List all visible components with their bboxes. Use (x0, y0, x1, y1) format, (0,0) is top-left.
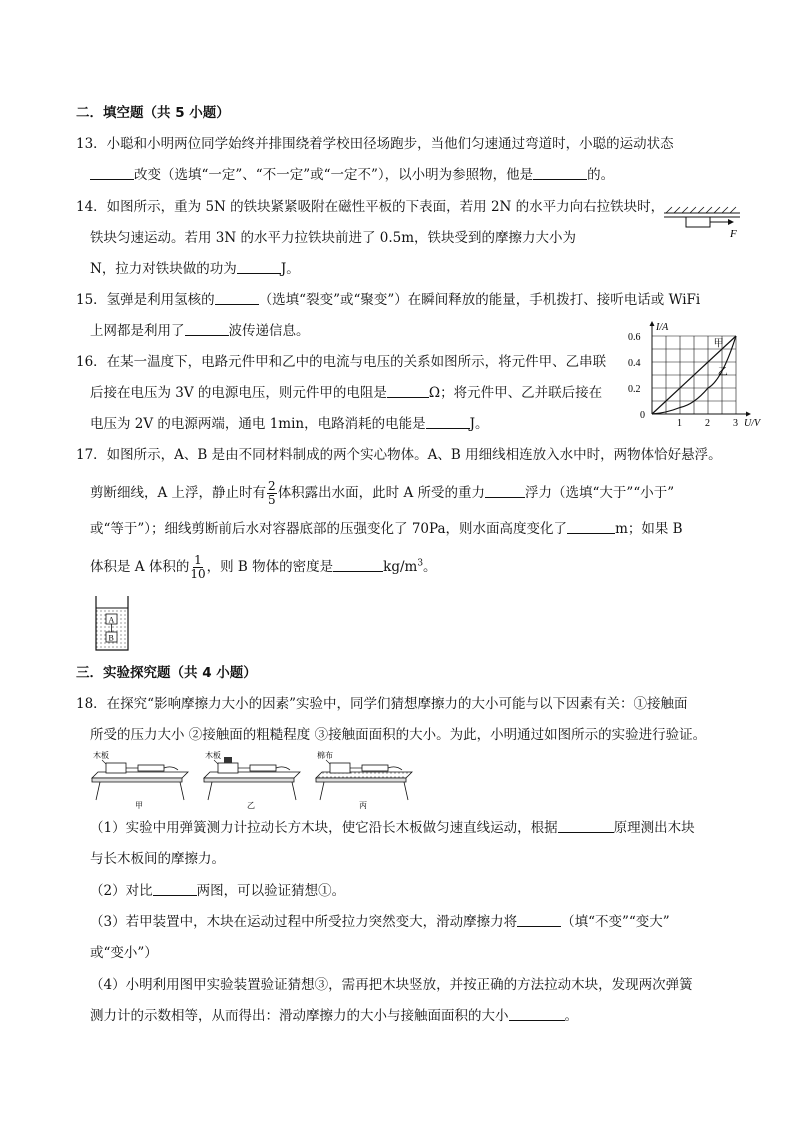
q18-p2-text-a: （2）对比 (90, 883, 153, 899)
q17-text-d: 或“等于”）；细线剪断前后水对容器底部的压强变化了 70Pa，则水面高度变化了 (90, 521, 568, 537)
q18-p2-text-b: 两图，可以验证猜想①。 (196, 883, 346, 899)
q17-text-a: 剪断细线，A 上浮，静止时有 (90, 485, 267, 501)
q15-text-c: 上网都是利用了 (90, 323, 185, 339)
q14-text-b: J。 (280, 261, 300, 277)
object-a-label: A (108, 615, 115, 625)
y-tick-label: 0.4 (628, 358, 641, 369)
q16-text-c: 电压为 2V 的电源两端，通电 1min，电路消耗的电能是 (90, 416, 426, 432)
q13-line-1: 13．小聪和小明两位同学始终并排围绕着学校田径场跑步，当他们匀速通过弯道时，小聪的运动状态 (76, 136, 674, 152)
q16-text-d: J。 (469, 416, 489, 432)
answer-blank[interactable] (185, 323, 229, 336)
q14-text-a: N，拉力对铁块做的功为 (90, 261, 237, 277)
fraction-denominator: 10 (190, 567, 206, 581)
answer-blank[interactable] (153, 883, 197, 896)
q18-p3-text-b: （填“不变”“变大” (561, 914, 670, 930)
q16-line-2 (90, 384, 602, 402)
answer-blank[interactable] (517, 914, 561, 927)
x-tick-label: 1 (677, 418, 682, 429)
board-label: 木板 (93, 751, 109, 760)
answer-blank[interactable] (558, 820, 614, 833)
q13-line-2 (90, 166, 614, 184)
x-axis-label: U/V (744, 418, 761, 429)
q17-text-f: 体积是 A 体积的 (90, 559, 190, 575)
board-label: 木板 (205, 751, 221, 760)
current-voltage-chart (624, 318, 766, 430)
x-axis-arrow (746, 412, 751, 417)
q16-line-3 (90, 415, 489, 433)
answer-blank[interactable] (426, 416, 470, 429)
fraction-denominator: 5 (268, 493, 276, 507)
caption-bing: 丙 (359, 801, 367, 810)
q13-text-a: 改变（选填“一定”、“不一定”或“一定不”），以小明为参照物，他是 (134, 167, 534, 183)
q18-p3-text-a: （3）若甲装置中，木块在运动过程中所受拉力突然变大，滑动摩擦力将 (90, 914, 518, 930)
q14-line-3 (90, 260, 300, 278)
q18-p4-text-a: 测力计的示数相等，从而得出：滑动摩擦力的大小与接触面面积的大小 (90, 1008, 509, 1024)
density-unit: kg/m (383, 559, 418, 575)
origin-label: 0 (640, 410, 645, 421)
answer-blank[interactable] (90, 167, 134, 180)
caption-yi: 乙 (247, 801, 255, 810)
setup-yi (204, 750, 300, 810)
section-3-title: 三．实验探究题（共 4 小题） (76, 665, 257, 681)
q17-line-4 (90, 554, 437, 581)
setup-bing (316, 750, 412, 810)
q15-text-d: 波传递信息。 (228, 323, 310, 339)
q18-part-4-line-1: （4）小明利用图甲实验装置验证猜想③，需再把木块竖放，并按正确的方法拉动木块，发现两次弹簧 (90, 977, 693, 993)
magnetic-plate-figure (662, 203, 744, 243)
fraction-two-fifths (267, 480, 277, 507)
cloth-label: 棉布 (317, 751, 333, 760)
answer-blank[interactable] (485, 485, 525, 498)
q17-line-3 (90, 520, 683, 538)
fraction-one-tenth (190, 554, 205, 581)
q14-line-1: 14．如图所示，重为 5N 的铁块紧紧吸附在磁性平板的下表面，若用 2N 的水平力向右拉铁块时， (76, 199, 665, 215)
q15-text-a: 15．氢弹是利用氢核的 (76, 292, 215, 308)
q14-line-2: 铁块匀速运动。若用 3N 的水平力拉铁块前进了 0.5m，铁块受到的摩擦力大小为 (90, 230, 577, 246)
friction-experiment-figure (90, 748, 420, 810)
q18-p4-text-b: 。 (564, 1008, 578, 1024)
q18-line-1: 18．在探究“影响摩擦力大小的因素”实验中，同学们猜想摩擦力的大小可能与以下因素有关：①接触面 (76, 696, 688, 712)
q17-line-1: 17．如图所示，A、B 是由不同材料制成的两个实心物体。A、B 用细线相连放入水中时，两物体恰好悬浮。 (76, 447, 722, 463)
answer-blank[interactable] (387, 385, 429, 398)
setup-jia (92, 750, 188, 810)
series-label-jia: 甲 (713, 338, 724, 350)
q15-line-1 (76, 291, 700, 309)
q18-p1-text-b: 原理测出木块 (613, 820, 695, 836)
y-tick-label: 0.2 (628, 384, 641, 395)
x-tick-label: 3 (733, 418, 738, 429)
q18-part-1-line-2: 与长木板间的摩擦力。 (90, 851, 225, 867)
q17-text-b: 体积露出水面，此时 A 所受的重力 (277, 485, 486, 501)
q18-p1-text-a: （1）实验中用弹簧测力计拉动长方木块，使它沿长木板做匀速直线运动，根据 (90, 820, 558, 836)
q15-line-2 (90, 322, 310, 340)
section-2-title: 二．填空题（共 5 小题） (76, 105, 230, 121)
y-tick-label: 0.6 (628, 332, 641, 343)
q15-text-b: （选填“裂变”或“聚变”）在瞬间释放的能量，手机拨打、接听电话或 WiFi (258, 292, 701, 308)
caption-jia: 甲 (135, 801, 143, 810)
y-axis-arrow (650, 321, 655, 326)
q16-text-a: 后接在电压为 3V 的电源电压，则元件甲的电阻是 (90, 385, 387, 401)
q17-text-h: 。 (423, 559, 437, 575)
q18-part-4-line-2 (90, 1007, 578, 1025)
q18-part-1-line-1 (90, 819, 695, 837)
q18-part-3-line-2: 或“变小”） (90, 945, 158, 961)
q16-line-1: 16．在某一温度下，电路元件甲和乙中的电流与电压的关系如图所示，将元件甲、乙串联 (76, 354, 607, 370)
iron-block (686, 217, 710, 227)
fraction-numerator: 1 (194, 553, 202, 567)
force-label: F (730, 228, 737, 240)
chart-labels (628, 322, 762, 429)
q16-text-b: Ω；将元件甲、乙并联后接在 (428, 385, 603, 401)
q13-text-b: 的。 (587, 167, 615, 183)
answer-blank[interactable] (215, 292, 259, 305)
q17-text-g: ，则 B 物体的密度是 (206, 559, 334, 575)
y-axis-label: I/A (656, 322, 669, 333)
q17-line-2 (90, 480, 674, 507)
weight (224, 757, 232, 763)
object-b-label: B (108, 633, 114, 643)
q18-line-2: 所受的压力大小 ②接触面的粗糙程度 ③接触面面积的大小。为此，小明通过如图所示的实验进行验证。 (90, 727, 707, 743)
answer-blank[interactable] (333, 559, 383, 572)
answer-blank[interactable] (567, 521, 615, 534)
q17-text-e: m；如果 B (615, 521, 683, 537)
fraction-numerator: 2 (268, 479, 276, 493)
series-label-yi: 乙 (717, 367, 728, 378)
answer-blank[interactable] (533, 167, 587, 180)
answer-blank[interactable] (509, 1008, 565, 1021)
unit-exponent: 3 (417, 558, 424, 569)
q18-part-2 (90, 882, 345, 900)
x-tick-label: 2 (705, 418, 710, 429)
q17-text-c: 浮力（选填“大于”“小于” (525, 485, 675, 501)
water-container-figure (92, 594, 132, 652)
answer-blank[interactable] (237, 261, 281, 274)
q18-part-3-line-1 (90, 913, 670, 931)
